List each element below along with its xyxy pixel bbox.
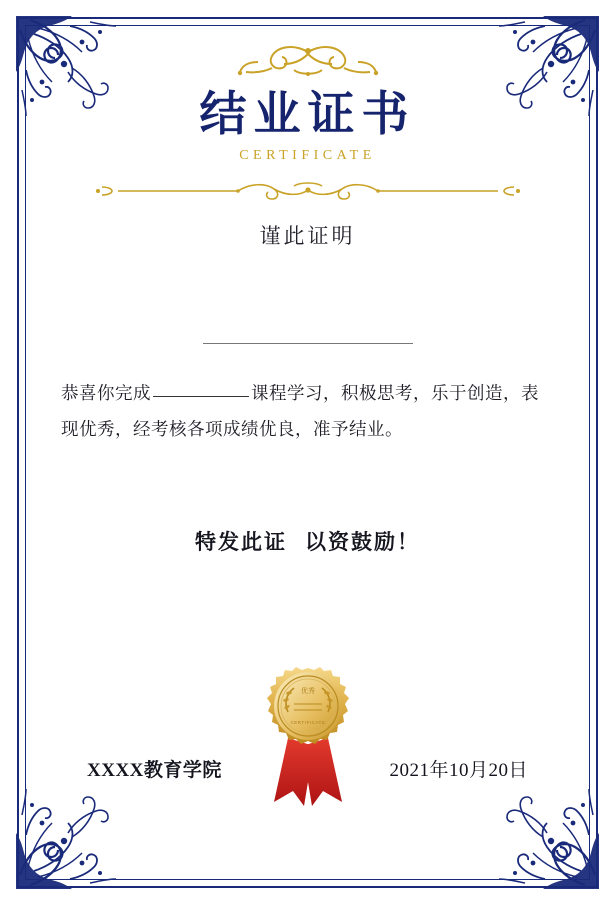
issuer-name: XXXX教育学院 [87,760,222,781]
body-text-part1: 恭喜你完成 [61,383,151,404]
title-flourish-icon [45,42,570,86]
seal-bottom-label: CERTIFICATE [290,720,325,725]
gold-seal-badge-icon [252,660,364,810]
certificate-content [45,42,570,860]
page-subtitle: CERTIFICATE [239,148,376,164]
body-text-part2: 课程学习，积极思考，乐于创造，表现优秀，经考核各项成绩优良，准予结业。 [61,383,539,439]
page-title: 结业证书 [199,89,416,141]
course-name-blank [153,379,249,397]
gold-divider-ornament-icon [45,178,570,204]
certificate-footer [45,687,570,782]
seal-top-label: 优秀 [300,687,315,695]
encouragement-left: 特发此证 [195,529,287,554]
certificate-body-text [45,376,570,448]
encouragement-text [45,526,570,556]
issue-date: 2021年10月20日 [389,760,528,781]
encouragement-right: 以资鼓励！ [305,529,420,554]
attestation-text: 谨此证明 [259,224,356,249]
recipient-name-blank-line [203,342,413,344]
